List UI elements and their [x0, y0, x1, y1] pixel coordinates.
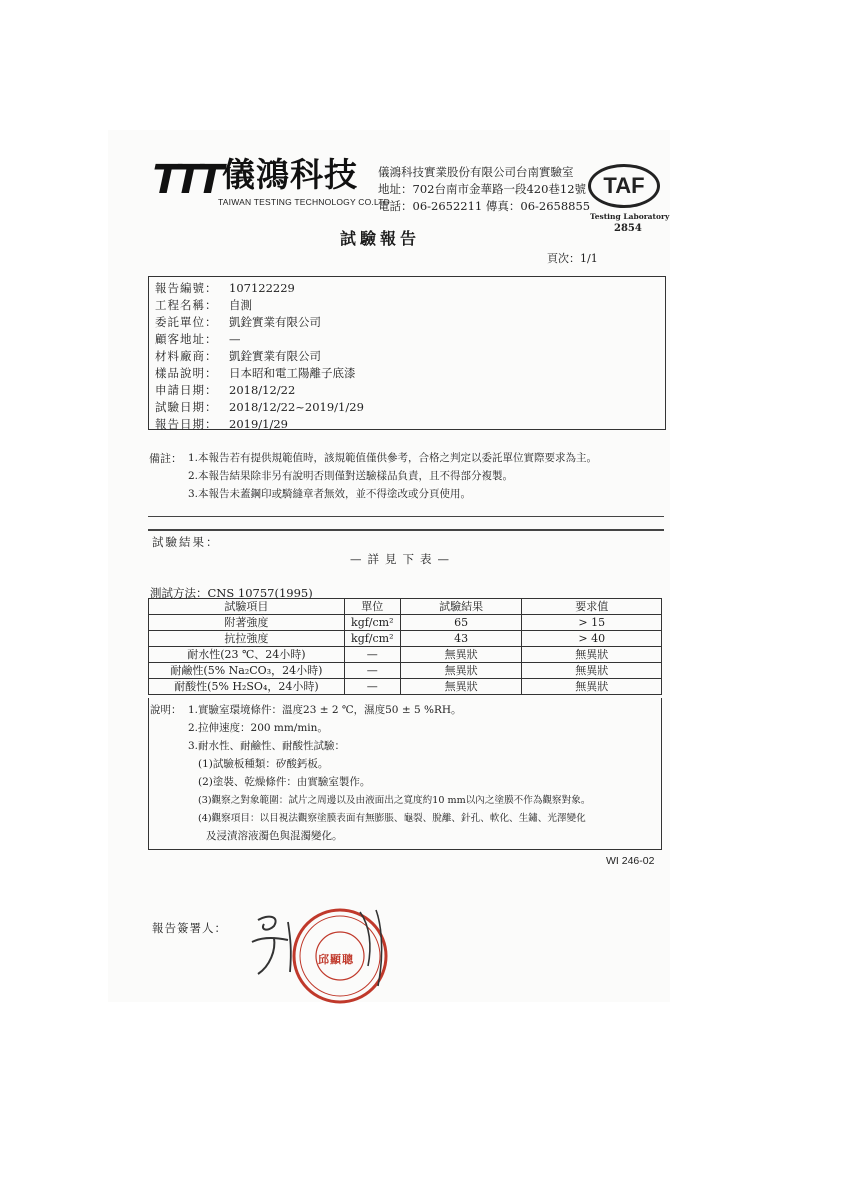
note-item: 3.本報告未蓋鋼印或騎縫章者無效，並不得塗改或分頁使用。	[188, 488, 472, 500]
explanation-line: 1.實驗室環境條件：溫度23 ± 2 ℃，濕度50 ± 5 %RH。	[188, 704, 462, 716]
seal-name: 邱顯聰	[318, 953, 354, 966]
column-header: 單位	[344, 599, 400, 615]
report-info-box	[148, 276, 666, 430]
lab-name: 儀鴻科技實業股份有限公司台南實驗室	[378, 165, 574, 179]
lab-phone: 電話：06-2652211 傳真：06-2658855	[378, 199, 591, 213]
info-row: 樣品說明： 日本昭和電工陽離子底漆	[155, 366, 356, 380]
signer-label: 報告簽署人：	[152, 921, 227, 935]
info-row: 委託單位： 凱銓實業有限公司	[155, 315, 321, 329]
info-row: 材料廠商： 凱銓實業有限公司	[155, 349, 321, 363]
taf-number: 2854	[614, 223, 642, 234]
table-row: 附著強度 kgf/cm² 65 > 15	[149, 615, 662, 631]
column-header: 要求值	[522, 599, 662, 615]
info-row: 申請日期： 2018/12/22	[155, 383, 296, 397]
company-logo-icon: TTT	[147, 157, 223, 203]
document-title: 試驗報告	[340, 229, 421, 248]
table-row: 耐酸性(5% H₂SO₄，24小時) — 無異狀 無異狀	[149, 679, 662, 695]
explanation-line: 及浸漬溶液濁色與混濁變化。	[206, 830, 343, 842]
page-number: 頁次：1/1	[547, 252, 598, 265]
results-label: 試驗結果：	[152, 535, 220, 549]
explanation-line: (2)塗裝、乾燥條件：由實驗室製作。	[198, 776, 371, 788]
notes-label: 備註：	[149, 452, 182, 465]
note-item: 1.本報告若有提供規範值時，該規範值僅供參考，合格之判定以委託單位實際要求為主。	[188, 452, 598, 464]
results-table	[148, 598, 662, 695]
explanation-line: 2.拉伸速度：200 mm/min。	[188, 722, 328, 734]
info-row: 試驗日期： 2018/12/22~2019/1/29	[155, 400, 364, 414]
table-row: 耐鹼性(5% Na₂CO₃，24小時) — 無異狀 無異狀	[149, 663, 662, 679]
explanation-label: 說明：	[150, 704, 182, 716]
company-logo-name: 儀鴻科技	[222, 155, 358, 194]
table-row: 抗拉強度 kgf/cm² 43 > 40	[149, 631, 662, 647]
table-row: 耐水性(23 ℃、24小時) — 無異狀 無異狀	[149, 647, 662, 663]
explanation-line: (1)試驗板種類：矽酸鈣板。	[198, 758, 329, 770]
column-header: 試驗項目	[149, 599, 345, 615]
form-number: WI 246-02	[606, 855, 655, 867]
divider	[148, 516, 664, 517]
note-item: 2.本報告結果除非另有說明否則僅對送驗樣品負責，且不得部分複製。	[188, 470, 514, 482]
info-row: 報告日期： 2019/1/29	[155, 417, 288, 431]
taf-accreditation-logo: TAF	[588, 164, 660, 208]
info-row: 顧客地址： —	[155, 332, 241, 346]
explanation-line: 3.耐水性、耐鹼性、耐酸性試驗：	[188, 740, 346, 752]
test-method: 測試方法：CNS 10757(1995)	[150, 586, 313, 600]
lab-address: 地址：702台南市金華路一段420巷12號	[378, 182, 587, 196]
column-header: 試驗結果	[400, 599, 522, 615]
divider	[148, 529, 664, 531]
explanation-line: (3)觀察之對象範圍：試片之周邊以及由液面出之寬度約10 mm以內之塗膜不作為觀察對象。	[198, 795, 591, 806]
info-row: 工程名稱： 自測	[155, 298, 252, 312]
table-header-row	[149, 599, 662, 615]
see-below-text: —詳見下表—	[350, 552, 455, 566]
explanation-line: (4)觀察項目：以目視法觀察塗膜表面有無膨脹、龜裂、脫離、針孔、軟化、生鏽、光澤變化	[198, 813, 586, 824]
taf-label: Testing Laboratory	[590, 212, 670, 221]
company-english-name: TAIWAN TESTING TECHNOLOGY CO.LTD	[218, 197, 391, 207]
info-row: 報告編號： 107122229	[155, 281, 295, 295]
